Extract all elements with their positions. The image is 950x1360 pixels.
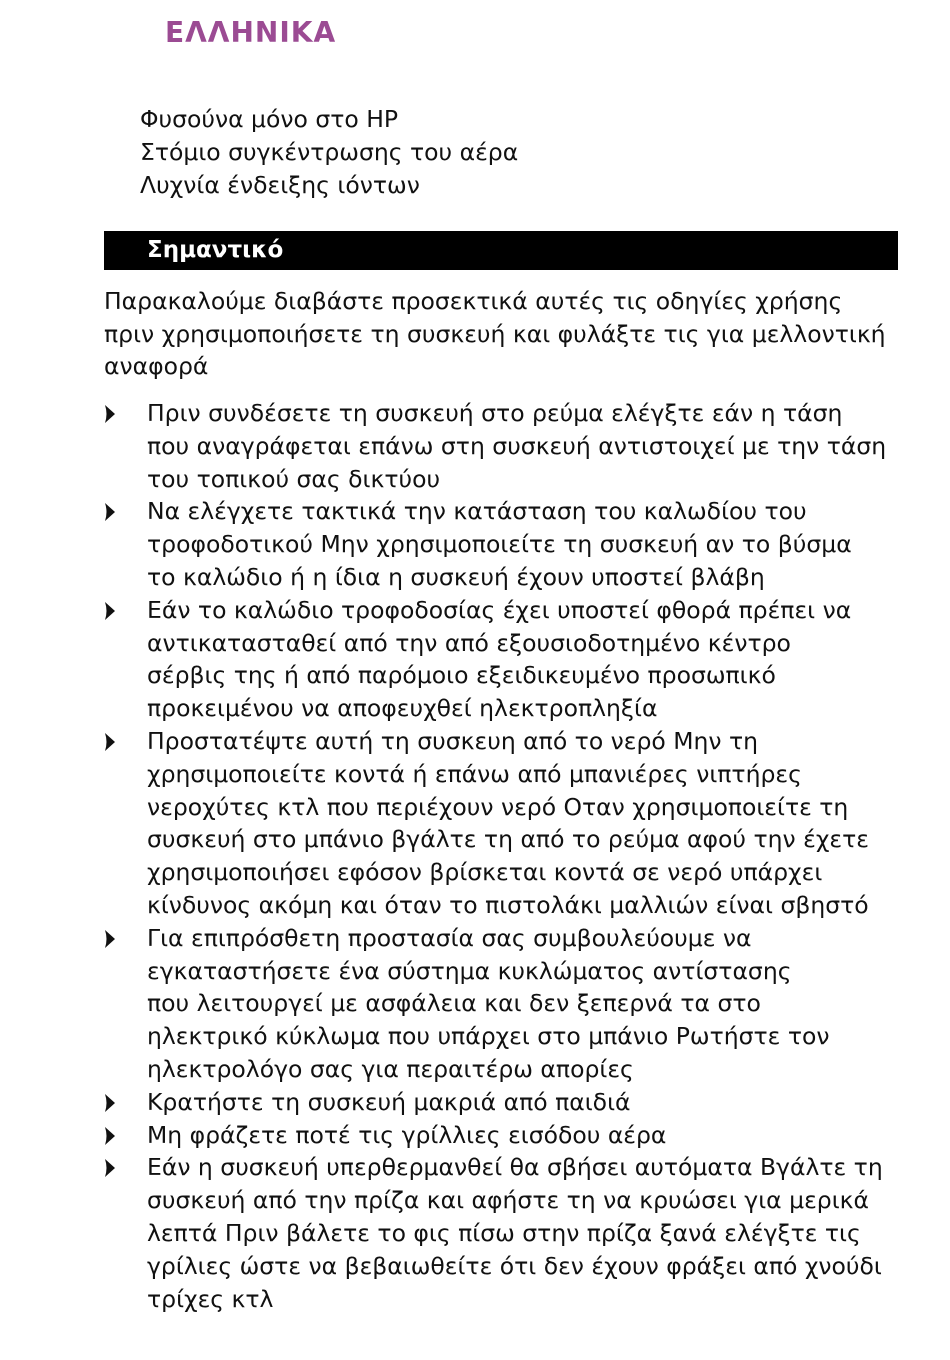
language-heading: ΕΛΛΗΝΙΚΑ [165,16,337,49]
warning-line: νεροχύτες κτλ που περιέχουν νερό Οταν χρησιμοποιείτε τη [147,792,849,821]
warning-line: Να ελέγχετε τακτικά την κατάσταση του καλωδίου του [147,497,807,526]
warning-line: Εάν η συσκευή υπερθερμανθεί θα σβήσει αυτόματα Βγάλτε τη [147,1153,883,1182]
warning-line: κίνδυνος ακόμη και όταν το πιστολάκι μαλλιών είναι σβηστό [147,890,869,919]
parts-list-item: Φυσούνα μόνο στο HP [140,105,399,133]
triangle-bullet-icon [104,602,116,620]
warning-line: Κρατήστε τη συσκευή μακριά από παιδιά [147,1087,631,1116]
warning-item [104,397,886,495]
intro-line: πριν χρησιμοποιήσετε τη συσκευή και φυλάξτε τις για μελλοντική [104,319,886,348]
warning-line: που λειτουργεί με ασφάλεια και δεν ξεπερνά τα στο [147,989,761,1018]
warning-line: Για επιπρόσθετη προστασία σας συμβουλεύουμε να [147,923,752,952]
warning-line: ηλεκτρικό κύκλωμα που υπάρχει στο μπάνιο Ρωτήστε τον [147,1022,830,1051]
triangle-bullet-icon [104,1127,116,1145]
section-heading-bar [104,231,898,270]
warning-line: Εάν το καλώδιο τροφοδοσίας έχει υποστεί φθορά πρέπει να [147,595,852,624]
warning-line: σέρβις της ή από παρόμοιο εξειδικευμένο προσωπικό [147,661,776,690]
warning-line: Προστατέψτε αυτή τη συσκευη από το νερό Μην τη [147,726,759,755]
warning-line: Πριν συνδέσετε τη συσκευή στο ρεύμα ελέγξτε εάν η τάση [147,399,843,427]
triangle-bullet-icon [104,1094,116,1112]
triangle-bullet-icon [104,405,116,423]
warning-line: γρίλιες ώστε να βεβαιωθείτε ότι δεν έχουν φράξει από χνούδι [147,1251,882,1280]
warning-line: το καλώδιο ή η ίδια η συσκευή έχουν υποστεί βλάβη [147,562,765,591]
parts-list-item: Στόμιο συγκέντρωσης του αέρα [140,138,519,166]
triangle-bullet-icon [104,1159,116,1177]
warning-line: χρησιμοποιήσει εφόσον βρίσκεται κοντά σε νερό υπάρχει [147,858,823,887]
intro-line: Παρακαλούμε διαβάστε προσεκτικά αυτές τις οδηγίες χρήσης [104,287,843,315]
warning-item [104,725,886,922]
warning-line: που αναγράφεται επάνω στη συσκευή αντιστοιχεί με την τάση [147,431,887,460]
warning-line: προκειμένου να αποφευχθεί ηλεκτροπληξία [147,694,658,723]
warning-line: ηλεκτρολόγο σας για περαιτέρω απορίες [147,1054,634,1083]
warning-line: αντικατασταθεί από την από εξουσιοδοτημένο κέντρο [147,628,791,657]
triangle-bullet-icon [104,930,116,948]
warning-line: Μη φράζετε ποτέ τις γρίλλιες εισόδου αέρα [147,1120,667,1149]
section-title: Σημαντικό [147,237,284,263]
warning-line: εγκαταστήσετε ένα σύστημα κυκλώματος αντίστασης [147,956,792,985]
warning-line: συσκευή στο μπάνιο βγάλτε τη από το ρεύμα αφού την έχετε [147,825,869,854]
warning-item [104,495,886,593]
warning-item [104,1151,886,1315]
warning-list [104,397,886,1315]
warning-item [104,922,886,1086]
warning-line: συσκευή από την πρίζα και αφήστε τη να κρυώσει για μερικά [147,1186,869,1215]
warning-line: τρίχες κτλ [147,1284,274,1313]
triangle-bullet-icon [104,503,116,521]
warning-line: χρησιμοποιείτε κοντά ή επάνω από μπανιέρες νιπτήρες [147,759,802,788]
warning-item [104,594,886,725]
warning-line: του τοπικού σας δικτύου [147,464,441,493]
warning-item [104,1086,886,1119]
warning-line: τροφοδοτικού Μην χρησιμοποιείτε τη συσκευή αν το βύσμα [147,530,852,559]
intro-line: αναφορά [104,352,209,380]
parts-list-item: Λυχνία ένδειξης ιόντων [140,171,420,199]
warning-line: λεπτά Πριν βάλετε το φις πίσω στην πρίζα ξανά ελέγξτε τις [147,1218,861,1247]
triangle-bullet-icon [104,733,116,751]
warning-item [104,1119,886,1152]
intro-paragraph [104,285,904,383]
parts-list [140,103,518,202]
